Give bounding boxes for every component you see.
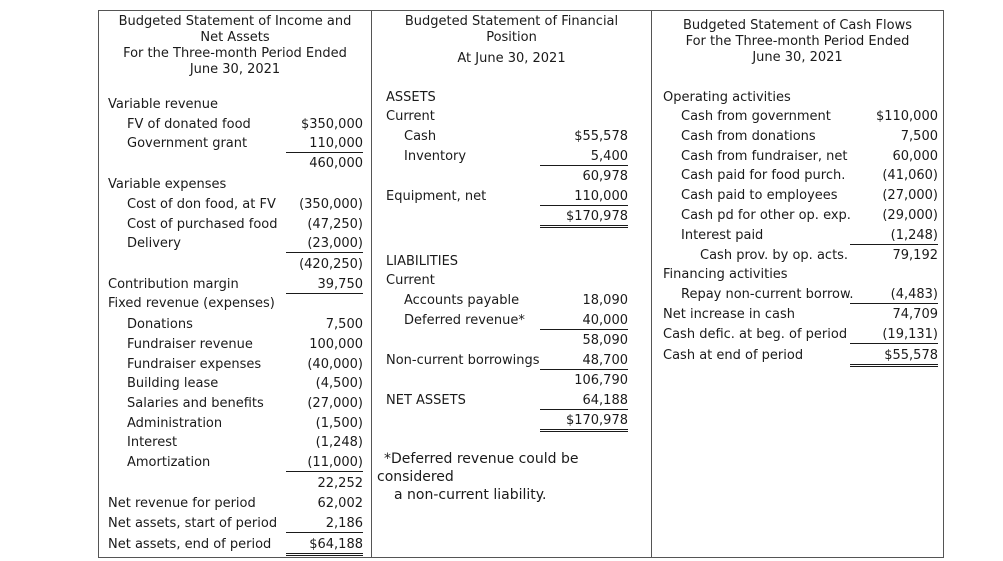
cashflow-row-label: Cash paid to employees — [681, 188, 838, 203]
income-row-value: (350,000) — [299, 197, 363, 212]
income-row-value: (420,250) — [299, 257, 363, 272]
income-row-label: Fundraiser expenses — [127, 357, 262, 372]
income-row-value: (27,000) — [307, 396, 363, 411]
position-row-value: 58,090 — [582, 333, 628, 348]
cashflow-row-label: Cash defic. at beg. of period — [663, 327, 848, 342]
income-row-value: 110,000 — [286, 136, 363, 153]
income-row-value: $350,000 — [300, 117, 363, 132]
income-row-label: Donations — [127, 317, 193, 332]
income-row-label: Cost of don food, at FV — [127, 197, 276, 212]
deferred-revenue-note-3: a non-current liability. — [394, 487, 547, 503]
income-row-label: Delivery — [127, 236, 181, 251]
income-row-value: 100,000 — [309, 337, 363, 352]
income-row-value: (47,250) — [307, 217, 363, 232]
cashflow-row-value: (27,000) — [882, 188, 938, 203]
cashflow-row-label: Cash from fundraiser, net — [681, 149, 848, 164]
deferred-revenue-note-1: *Deferred revenue could be — [384, 451, 579, 467]
income-row-label: Variable revenue — [108, 97, 218, 112]
income-row-label: Salaries and benefits — [127, 396, 264, 411]
cashflow-title-1: Budgeted Statement of Cash Flows — [683, 18, 912, 33]
income-row-value: (40,000) — [307, 357, 363, 372]
position-row-label: Deferred revenue* — [404, 313, 525, 328]
income-title-3: For the Three-month Period Ended — [123, 46, 347, 61]
income-row-label: Cost of purchased food — [127, 217, 278, 232]
cashflow-row-value: (29,000) — [882, 208, 938, 223]
position-row-label: LIABILITIES — [386, 254, 459, 269]
income-row-value: 22,252 — [317, 476, 363, 491]
income-row-value: 2,186 — [286, 516, 363, 533]
position-title-1: Budgeted Statement of Financial — [404, 14, 619, 29]
position-row-value: 40,000 — [540, 313, 628, 330]
position-row-value: 64,188 — [540, 393, 628, 410]
income-row-value: 7,500 — [325, 317, 363, 332]
position-row-label: Cash — [404, 129, 437, 144]
income-row-value: (1,500) — [315, 416, 363, 431]
position-row-label: Equipment, net — [386, 189, 487, 204]
position-title-2: Position — [486, 30, 537, 45]
position-row-label: NET ASSETS — [386, 393, 466, 408]
position-title-3: At June 30, 2021 — [457, 51, 566, 66]
income-row-label: Net revenue for period — [108, 496, 256, 511]
position-row-value: 106,790 — [574, 373, 628, 388]
income-row-value: (1,248) — [315, 435, 363, 450]
income-row-label: Net assets, end of period — [108, 537, 272, 552]
income-row-label: Amortization — [127, 455, 211, 470]
cashflow-row-label: Cash from government — [681, 109, 831, 124]
income-row-label: Contribution margin — [108, 277, 239, 292]
position-row-label: Inventory — [404, 149, 467, 164]
cashflow-row-value: 79,192 — [892, 248, 938, 263]
cashflow-row-label: Repay non-current borrow. — [681, 287, 854, 302]
income-title-1: Budgeted Statement of Income and — [118, 14, 352, 29]
income-row-label: Variable expenses — [108, 177, 227, 192]
position-row-label: Non-current borrowings — [386, 353, 540, 368]
cashflow-row-value: 60,000 — [892, 149, 938, 164]
cashflow-row-label: Net increase in cash — [663, 307, 795, 322]
income-row-label: FV of donated food — [127, 117, 251, 132]
cashflow-row-label: Cash prov. by op. acts. — [700, 248, 849, 263]
cashflow-title-2: For the Three-month Period Ended — [685, 34, 910, 49]
position-row-label: ASSETS — [386, 90, 436, 105]
cashflow-row-label: Cash pd for other op. exp. — [681, 208, 851, 223]
income-row-label: Building lease — [127, 376, 219, 391]
position-row-value: $170,978 — [540, 413, 628, 432]
cashflow-row-value: $110,000 — [875, 109, 938, 124]
position-row-value: 18,090 — [582, 293, 628, 308]
position-row-value: 60,978 — [582, 169, 628, 184]
cashflow-row-value: 74,709 — [892, 307, 938, 322]
income-row-label: Fixed revenue (expenses) — [108, 296, 275, 311]
cashflow-row-value: (41,060) — [882, 168, 938, 183]
cashflow-row-value: $55,578 — [850, 348, 938, 367]
cashflow-row-label: Operating activities — [663, 90, 791, 105]
income-row-label: Administration — [127, 416, 223, 431]
income-row-value: (11,000) — [286, 455, 363, 472]
income-row-value: (23,000) — [286, 236, 363, 253]
income-row-label: Net assets, start of period — [108, 516, 278, 531]
position-row-value: 5,400 — [540, 149, 628, 166]
cashflow-row-value: 7,500 — [900, 129, 938, 144]
cashflow-row-label: Cash from donations — [681, 129, 816, 144]
income-row-label: Interest — [127, 435, 178, 450]
position-row-value: $170,978 — [540, 209, 628, 228]
deferred-revenue-note-2: considered — [377, 469, 454, 485]
income-title-4: June 30, 2021 — [189, 62, 281, 77]
income-row-value: $64,188 — [286, 537, 363, 556]
position-row-label: Current — [386, 109, 435, 124]
cashflow-row-value: (1,248) — [850, 228, 938, 245]
cashflow-row-label: Interest paid — [681, 228, 764, 243]
cashflow-row-value: (4,483) — [850, 287, 938, 304]
position-row-label: Accounts payable — [404, 293, 520, 308]
cashflow-row-label: Cash paid for food purch. — [681, 168, 846, 183]
income-row-value: 39,750 — [286, 277, 363, 294]
income-row-label: Government grant — [127, 136, 248, 151]
cashflow-row-value: (19,131) — [850, 327, 938, 344]
position-row-label: Current — [386, 273, 435, 288]
cashflow-row-label: Financing activities — [663, 267, 788, 282]
position-row-value: 110,000 — [540, 189, 628, 206]
income-row-value: (4,500) — [315, 376, 363, 391]
income-row-value: 460,000 — [309, 156, 363, 171]
cashflow-row-label: Cash at end of period — [663, 348, 804, 363]
position-row-value: $55,578 — [574, 129, 628, 144]
income-row-value: 62,002 — [317, 496, 363, 511]
position-row-value: 48,700 — [540, 353, 628, 370]
cashflow-title-3: June 30, 2021 — [752, 50, 843, 65]
income-row-label: Fundraiser revenue — [127, 337, 253, 352]
income-title-2: Net Assets — [200, 30, 270, 45]
